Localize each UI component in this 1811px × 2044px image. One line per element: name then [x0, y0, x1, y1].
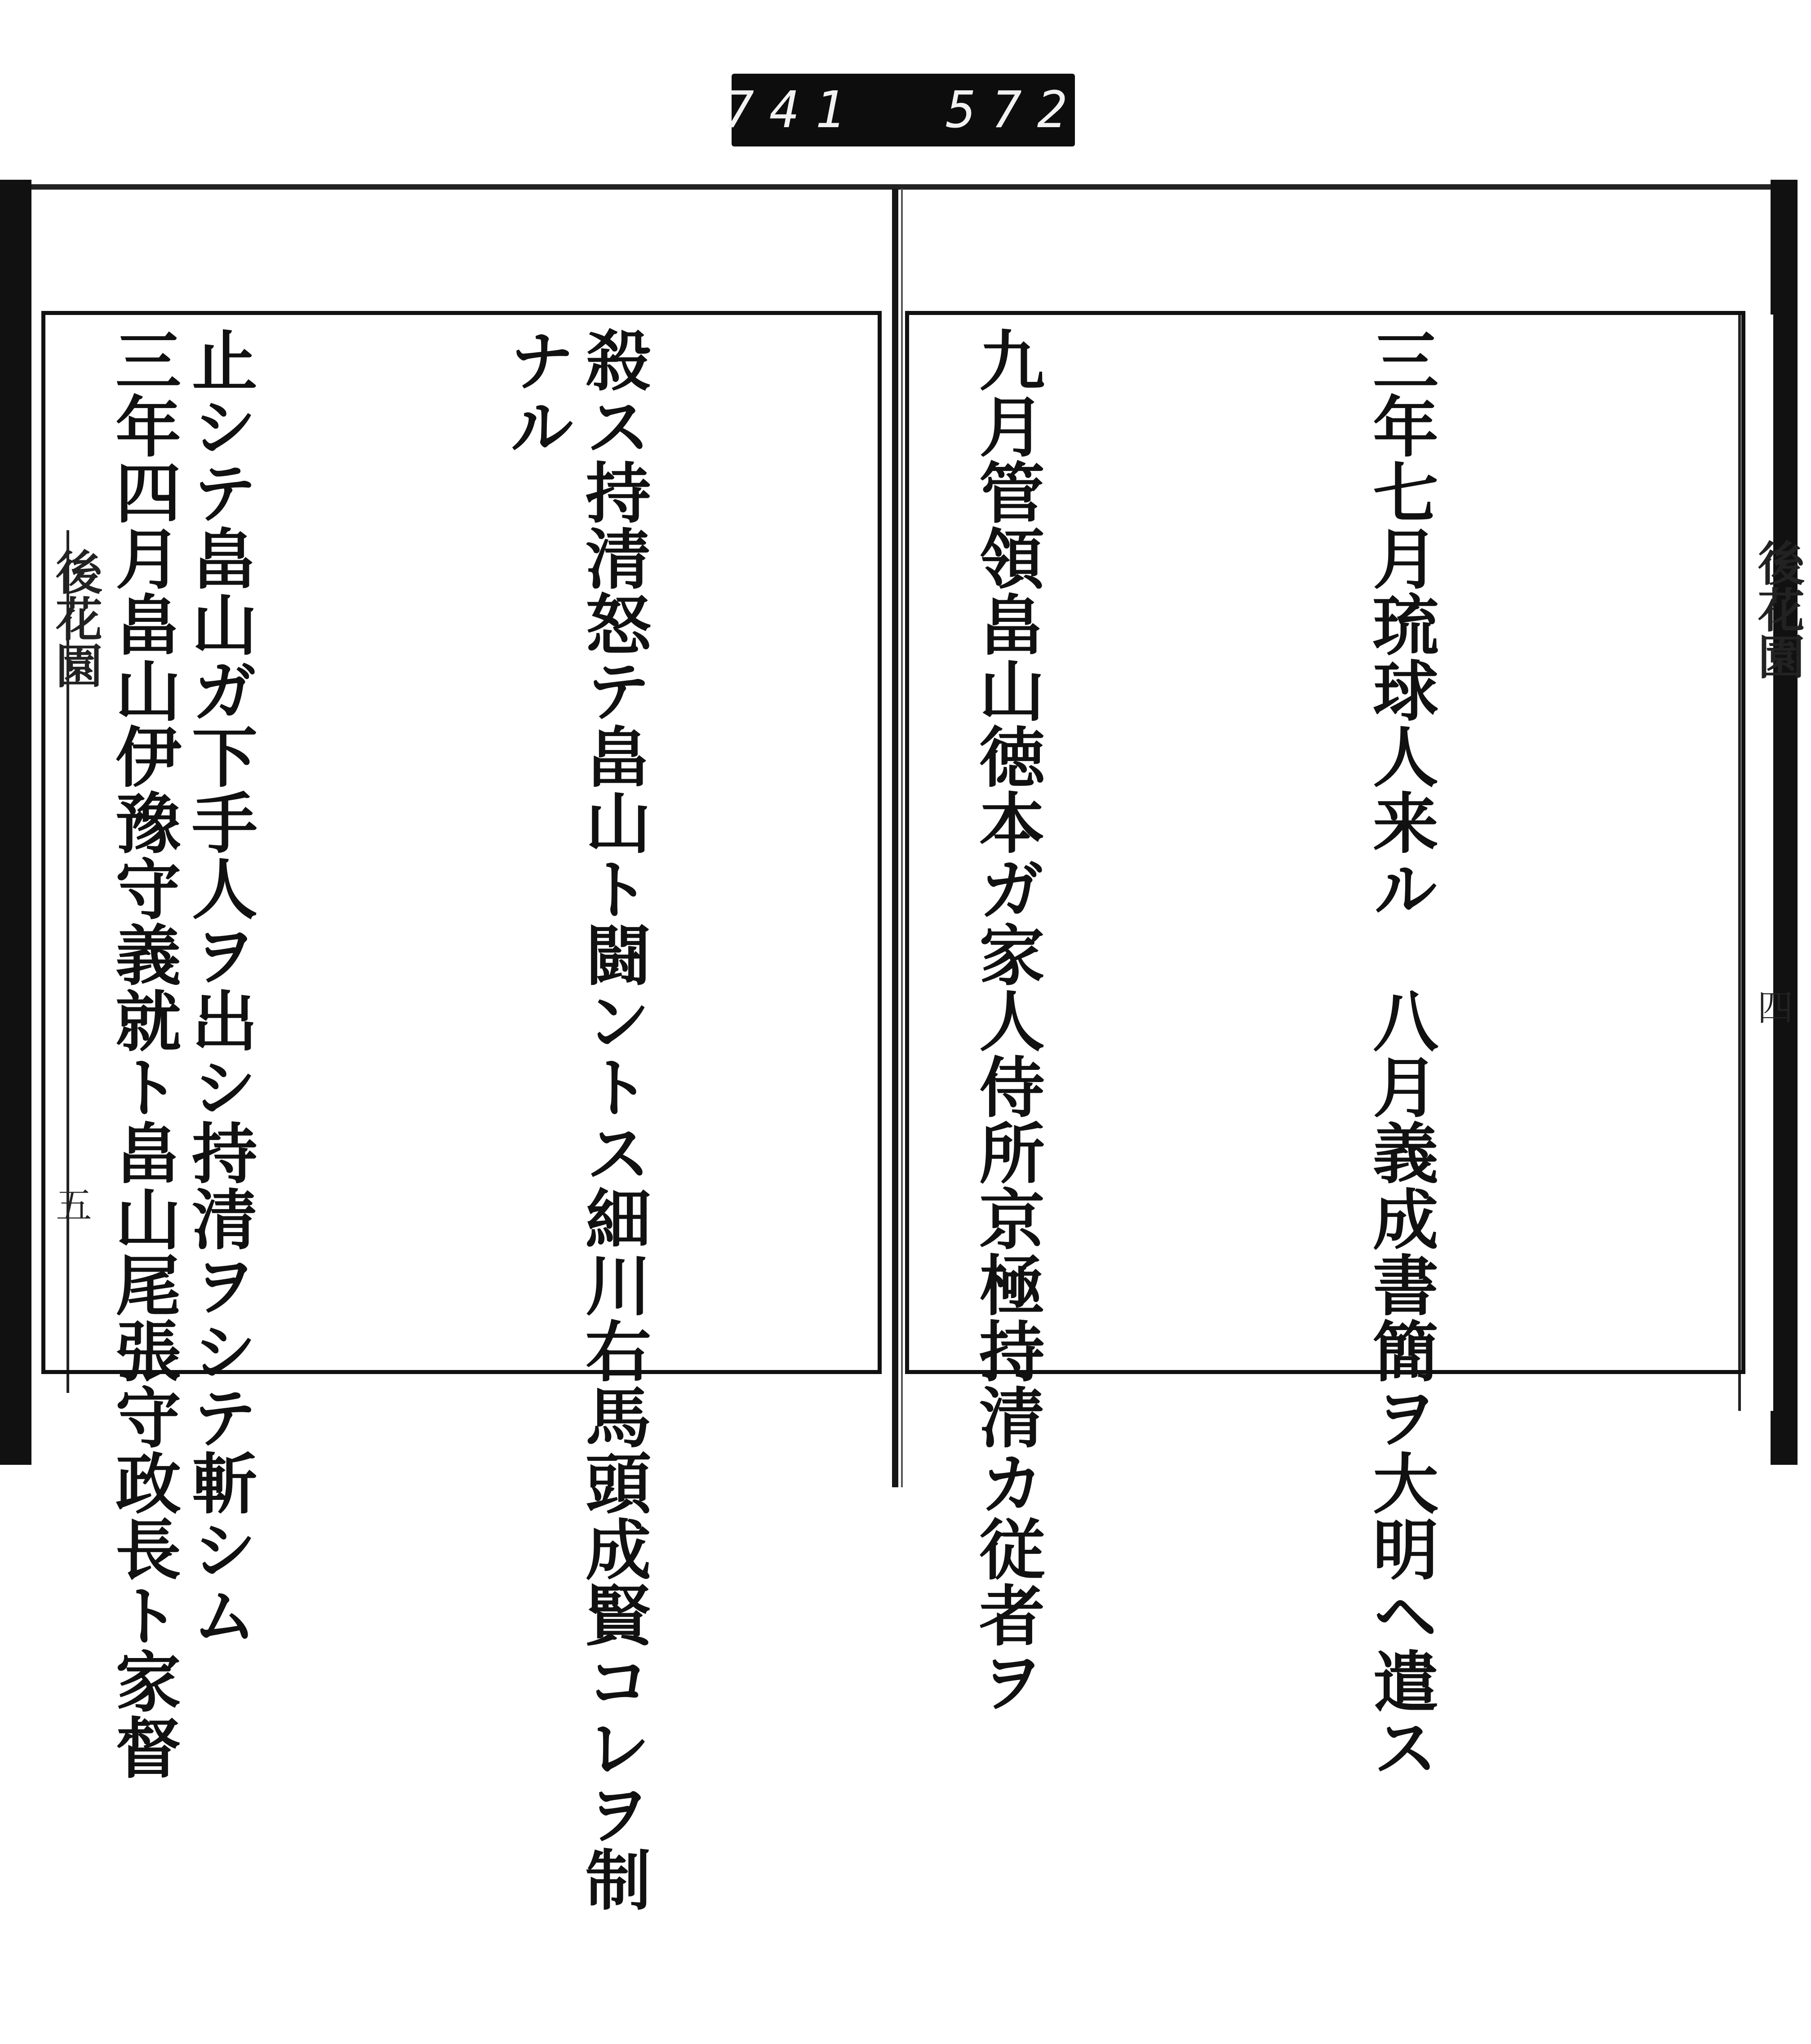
catalog-id-left: 741 [724, 81, 861, 139]
catalog-id-right: 572 [946, 81, 1083, 139]
catalog-label [724, 74, 1083, 146]
text-column: 止シテ畠山ガ下手人ヲ出シ持清ヲシテ斬シム [181, 327, 257, 1648]
right-side-mark: 後花園 [1750, 539, 1805, 679]
left-side-mark: 後花園 [48, 548, 103, 688]
text-column: 殺ス持清怒テ畠山ト闘ントス細川右馬頭成賢コレヲ制 [574, 327, 651, 1912]
left-folio-number: 五 [50, 1186, 92, 1222]
text-column: 三年四月畠山伊豫守義就ト畠山尾張守政長ト家督 [104, 327, 181, 1780]
right-book-edge [1771, 180, 1798, 1465]
text-column: ナル [498, 327, 575, 459]
text-column: 三年七月琉球人来ル 八月義成書簡ヲ大明ヘ遣ス [1362, 327, 1438, 1780]
book-top-edge [18, 184, 1780, 190]
right-folio-number: 四 [1751, 989, 1793, 1024]
text-column: 九月管領畠山徳本ガ家人侍所京極持清カ従者ヲ [968, 327, 1045, 1714]
